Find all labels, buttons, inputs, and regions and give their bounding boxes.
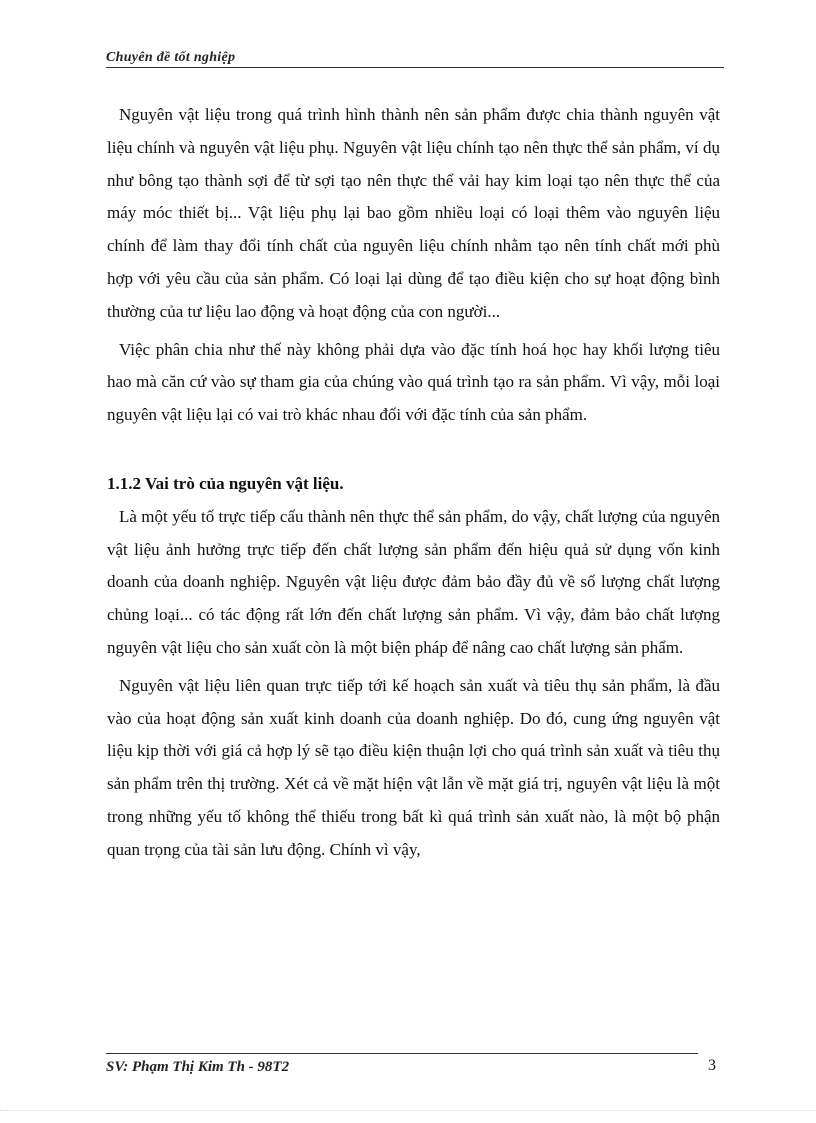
paragraph: Nguyên vật liệu liên quan trực tiếp tới kế hoạch sản xuất và tiêu thụ sản phẩm, là đầu vào của hoạt động sản xuất kinh doanh của doanh nghiệp. Do đó, cung ứng nguyên vật liệu kịp thời với giá cả hợp lý sẽ tạo điều kiện thuận lợi cho quá trình sản xuất và tiêu thụ sản phẩm trên thị trường. Xét cả về mặt hiện vật lẫn về mặt giá trị, nguyên vật liệu là một trong những yếu tố không thể thiếu trong bất kì quá trình sản xuất nào, là một bộ phận quan trọng của tài sản lưu động. Chính vì vậy, <box>107 675 720 859</box>
paragraph: Việc phân chia như thế này không phải dựa vào đặc tính hoá học hay khối lượng tiêu hao mà căn cứ vào sự tham gia của chúng vào quá trình tạo ra sản phẩm. Vì vậy, mỗi loại nguyên vật liệu lại có vai trò khác nhau đối với đặc tính của sản phẩm. <box>107 339 720 425</box>
paragraph: Nguyên vật liệu trong quá trình hình thành nên sản phẩm được chia thành nguyên vật liệu chính và nguyên vật liệu phụ. Nguyên vật liệu chính tạo nên thực thể sản phẩm, ví dụ như bông tạo thành sợi để từ sợi tạo nên thực thể vải hay kim loại tạo nên thực thể của máy móc thiết bị... Vật liệu phụ lại bao gồm nhiều loại có loại thêm vào nguyên liệu chính để làm thay đổi tính chất của nguyên liệu chính nhằm tạo nên tính chất mới phù hợp với yêu cầu của sản phẩm. Có loại lại dùng để tạo điều kiện cho sự hoạt động bình thường của tư liệu lao động và hoạt động của con người... <box>107 105 720 321</box>
header-rule <box>106 67 724 68</box>
document-body <box>107 99 720 867</box>
footer-author: SV: Phạm Thị Kim Th - 98T2 <box>106 1059 290 1075</box>
header-title: Chuyên đề tốt nghiệp <box>106 50 236 65</box>
page-edge <box>0 1110 816 1111</box>
paragraph: Là một yếu tố trực tiếp cấu thành nên thực thể sản phẩm, do vậy, chất lượng của nguyên vật liệu ảnh hưởng trực tiếp đến chất lượng sản phẩm đến hiệu quả sử dụng vốn kinh doanh của doanh nghiệp. Nguyên vật liệu được đảm bảo đầy đủ về số lượng chất lượng chủng loại... có tác động rất lớn đến chất lượng sản phẩm. Vì vậy, đảm bảo chất lượng nguyên vật liệu cho sản xuất còn là một biện pháp để nâng cao chất lượng sản phẩm. <box>107 506 720 657</box>
page-number: 3 <box>708 1057 716 1074</box>
section-heading: 1.1.2 Vai trò của nguyên vật liệu. <box>107 473 344 493</box>
footer-rule <box>106 1053 698 1054</box>
